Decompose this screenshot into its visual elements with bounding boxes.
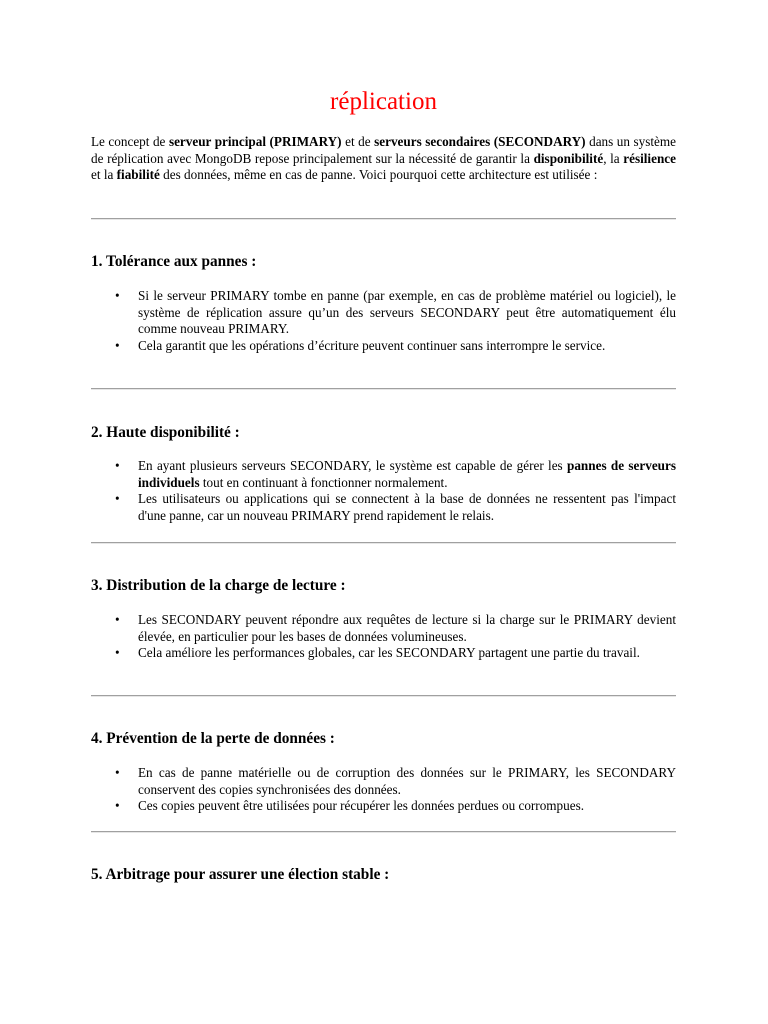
bullet-list-distribution <box>91 612 676 662</box>
intro-text: , la <box>603 150 624 166</box>
intro-bold-secondary: serveurs secondaires (SECONDARY) <box>374 134 586 149</box>
list-item-bold-segment: pannes de serveurs individuels <box>138 458 676 490</box>
section-heading-prevention: 4. Prévention de la perte de données : <box>91 730 335 747</box>
intro-text: et la <box>91 167 117 182</box>
list-item <box>91 612 676 645</box>
intro-text: des données, même en cas de panne. Voici pourquoi cette architecture est utilisée : <box>159 167 598 182</box>
bullet-icon: • <box>115 337 120 353</box>
intro-bold-fiabilite: fiabilité <box>116 167 160 182</box>
list-item <box>91 338 676 355</box>
list-item <box>91 491 676 524</box>
list-item-text-segment: En ayant plusieurs serveurs SECONDARY, le système est capable de gérer les <box>138 458 567 473</box>
list-item-text: Cela garantit que les opérations d’écriture peuvent continuer sans interrompre le service. <box>138 337 606 353</box>
intro-text: dans un système de réplication avec MongoDB repose principalement sur la nécessité de garantir la <box>91 134 676 166</box>
bullet-icon: • <box>115 765 120 780</box>
list-item <box>91 798 676 815</box>
list-item <box>91 645 676 662</box>
horizontal-rule <box>91 218 676 220</box>
bullet-list-prevention <box>91 765 676 815</box>
intro-text: Le concept de <box>91 134 169 149</box>
intro-bold-primary: serveur principal (PRIMARY) <box>168 134 342 149</box>
horizontal-rule <box>91 831 676 833</box>
list-item-text: En cas de panne matérielle ou de corruption des données sur le PRIMARY, les SECONDARY conservent des copies synchronisées des données. <box>138 765 676 797</box>
intro-bold-resilience: résilience <box>623 150 676 166</box>
list-item-text <box>138 458 676 490</box>
bullet-icon: • <box>115 612 120 627</box>
horizontal-rule <box>91 542 676 544</box>
document-title: réplication <box>330 88 437 115</box>
intro-paragraph <box>91 134 676 184</box>
list-item-text-segment: tout en continuant à fonctionner normalement. <box>199 474 448 490</box>
section-heading-disponibilite: 2. Haute disponibilité : <box>91 424 240 441</box>
list-item-text: Si le serveur PRIMARY tombe en panne (par exemple, en cas de problème matériel ou logiciel), le système de réplication assure qu’un des serveurs SECONDARY peut être automatiquement élu comme nouveau PRIMARY. <box>138 288 676 336</box>
list-item <box>91 288 676 338</box>
bullet-list-tolerance <box>91 288 676 354</box>
bullet-list-disponibilite <box>91 458 676 524</box>
section-heading-arbitrage: 5. Arbitrage pour assurer une élection stable : <box>91 866 390 883</box>
list-item-text: Cela améliore les performances globales, car les SECONDARY partagent une partie du travail. <box>138 645 640 660</box>
section-heading-distribution: 3. Distribution de la charge de lecture : <box>91 577 346 594</box>
bullet-icon: • <box>115 288 120 303</box>
intro-bold-disponibilite: disponibilité <box>533 150 604 166</box>
list-item-text: Les utilisateurs ou applications qui se connectent à la base de données ne ressentent pas l'impact d'une panne, car un nouveau PRIMARY prend rapidement le relais. <box>138 491 676 523</box>
bullet-icon: • <box>115 491 120 506</box>
horizontal-rule <box>91 695 676 697</box>
bullet-icon: • <box>115 645 120 660</box>
intro-text: et de <box>341 134 375 149</box>
list-item-text: Les SECONDARY peuvent répondre aux requêtes de lecture si la charge sur le PRIMARY devient élevée, en particulier pour les bases de données volumineuses. <box>138 612 676 644</box>
section-heading-tolerance: 1. Tolérance aux pannes : <box>91 253 257 270</box>
bullet-icon: • <box>115 798 120 813</box>
list-item-text: Ces copies peuvent être utilisées pour récupérer les données perdues ou corrompues. <box>138 798 585 813</box>
bullet-icon: • <box>115 458 120 473</box>
horizontal-rule <box>91 388 676 390</box>
list-item <box>91 765 676 798</box>
list-item <box>91 458 676 491</box>
